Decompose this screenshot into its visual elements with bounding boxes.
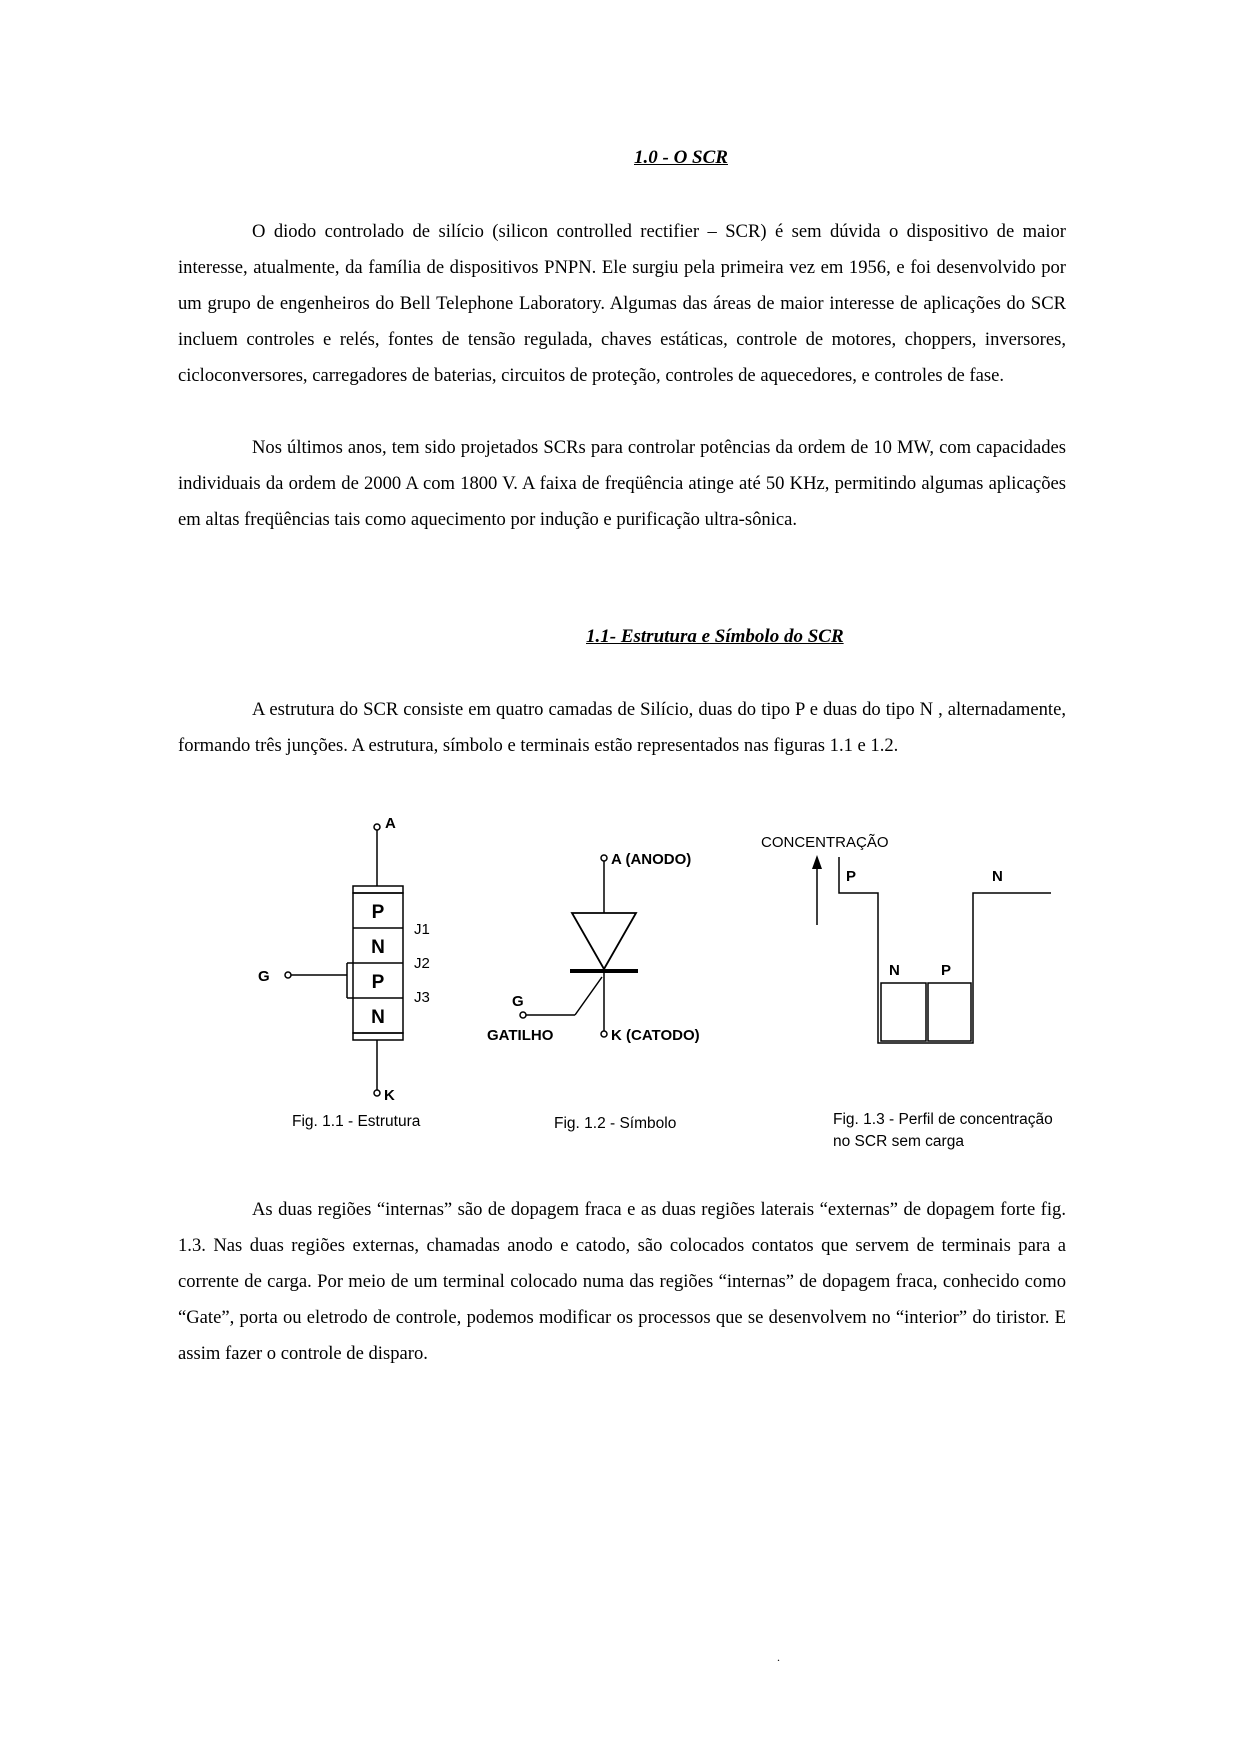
gate-terminal-label: G (512, 993, 524, 1010)
paragraph-intro: O diodo controlado de silício (silicon controlled rectifier – SCR) é sem dúvida o dispositivo de maior interesse, atualmente, da família de dispositivos PNPN. Ele surgiu pela primeira vez em 1956, e foi desenvolvido por um grupo de engenheiros do Bell Telephone Laboratory. Algumas das áreas de maior interesse de aplicações do SCR incluem controles e relés, fontes de tensão regulada, chaves estáticas, controle de motores, choppers, inversores, cicloconversores, carregadores de baterias, circuitos de proteção, controles de aquecedores, e controles de fase. (178, 221, 1066, 386)
figure-1-3-caption-line-2: no SCR sem carga (833, 1133, 964, 1150)
concentration-profile-diagram (755, 825, 1075, 1045)
layer-p-lower: P (371, 972, 385, 993)
subsection-title: 1.1- Estrutura e Símbolo do SCR (586, 626, 844, 647)
scr-symbol-diagram (480, 845, 720, 1045)
terminal-k-label: K (384, 1087, 395, 1104)
junction-2-label: J2 (414, 955, 430, 972)
region-n-cathode-label: N (992, 868, 1003, 885)
layer-p-top: P (371, 902, 385, 923)
structure-diagram (250, 810, 470, 1104)
section-title: 1.0 - O SCR (634, 147, 728, 168)
layer-n-upper: N (371, 937, 385, 958)
layer-n-bottom: N (371, 1007, 385, 1028)
region-n-inner-label: N (889, 962, 900, 979)
figure-structure (250, 810, 470, 1104)
junction-1-label: J1 (414, 921, 430, 938)
figure-1-3-caption (833, 1109, 1053, 1153)
concentration-axis-label: CONCENTRAÇÃO (761, 834, 889, 851)
region-p-inner-label: P (941, 962, 952, 979)
paragraph-power-ratings: Nos últimos anos, tem sido projetados SCRs para controlar potências da ordem de 10 MW, com capacidades individuais da ordem de 2000 A com 1800 V. A faixa de freqüência atinge até 50 KHz, permitindo algumas aplicações em altas freqüências tais como aquecimento por indução e purificação ultra-sônica. (178, 437, 1066, 530)
terminal-a-label: A (385, 815, 396, 832)
figure-1-2-caption: Fig. 1.2 - Símbolo (554, 1115, 677, 1132)
figure-concentration-profile (755, 825, 1075, 1045)
terminal-g-label: G (258, 968, 270, 985)
junction-3-label: J3 (414, 989, 430, 1006)
figure-1-3-caption-line-1: Fig. 1.3 - Perfil de concentração (833, 1111, 1053, 1128)
figure-1-1-caption: Fig. 1.1 - Estrutura (292, 1113, 421, 1130)
gate-name-label: GATILHO (487, 1027, 554, 1044)
anode-label: A (ANODO) (611, 851, 692, 868)
paragraph-structure: A estrutura do SCR consiste em quatro camadas de Silício, duas do tipo P e duas do tipo N , alternadamente, formando três junções. A estrutura, símbolo e terminais estão representados nas figuras 1.1 e 1.2. (178, 699, 1066, 756)
cathode-label: K (CATODO) (611, 1027, 700, 1044)
paragraph-doping: As duas regiões “internas” são de dopagem fraca e as duas regiões laterais “externas” de dopagem forte fig. 1.3. Nas duas regiões externas, chamadas anodo e catodo, são colocados contatos que servem de terminais para a corrente de carga. Por meio de um terminal colocado numa das regiões “internas” de dopagem fraca, conhecido como “Gate”, porta ou eletrodo de controle, podemos modificar os processos que se desenvolvem no “interior” do tiristor. E assim fazer o controle de disparo. (178, 1199, 1066, 1364)
figure-symbol (480, 845, 720, 1045)
footer-mark: . (777, 1650, 780, 1664)
region-p-anode-label: P (846, 868, 857, 885)
